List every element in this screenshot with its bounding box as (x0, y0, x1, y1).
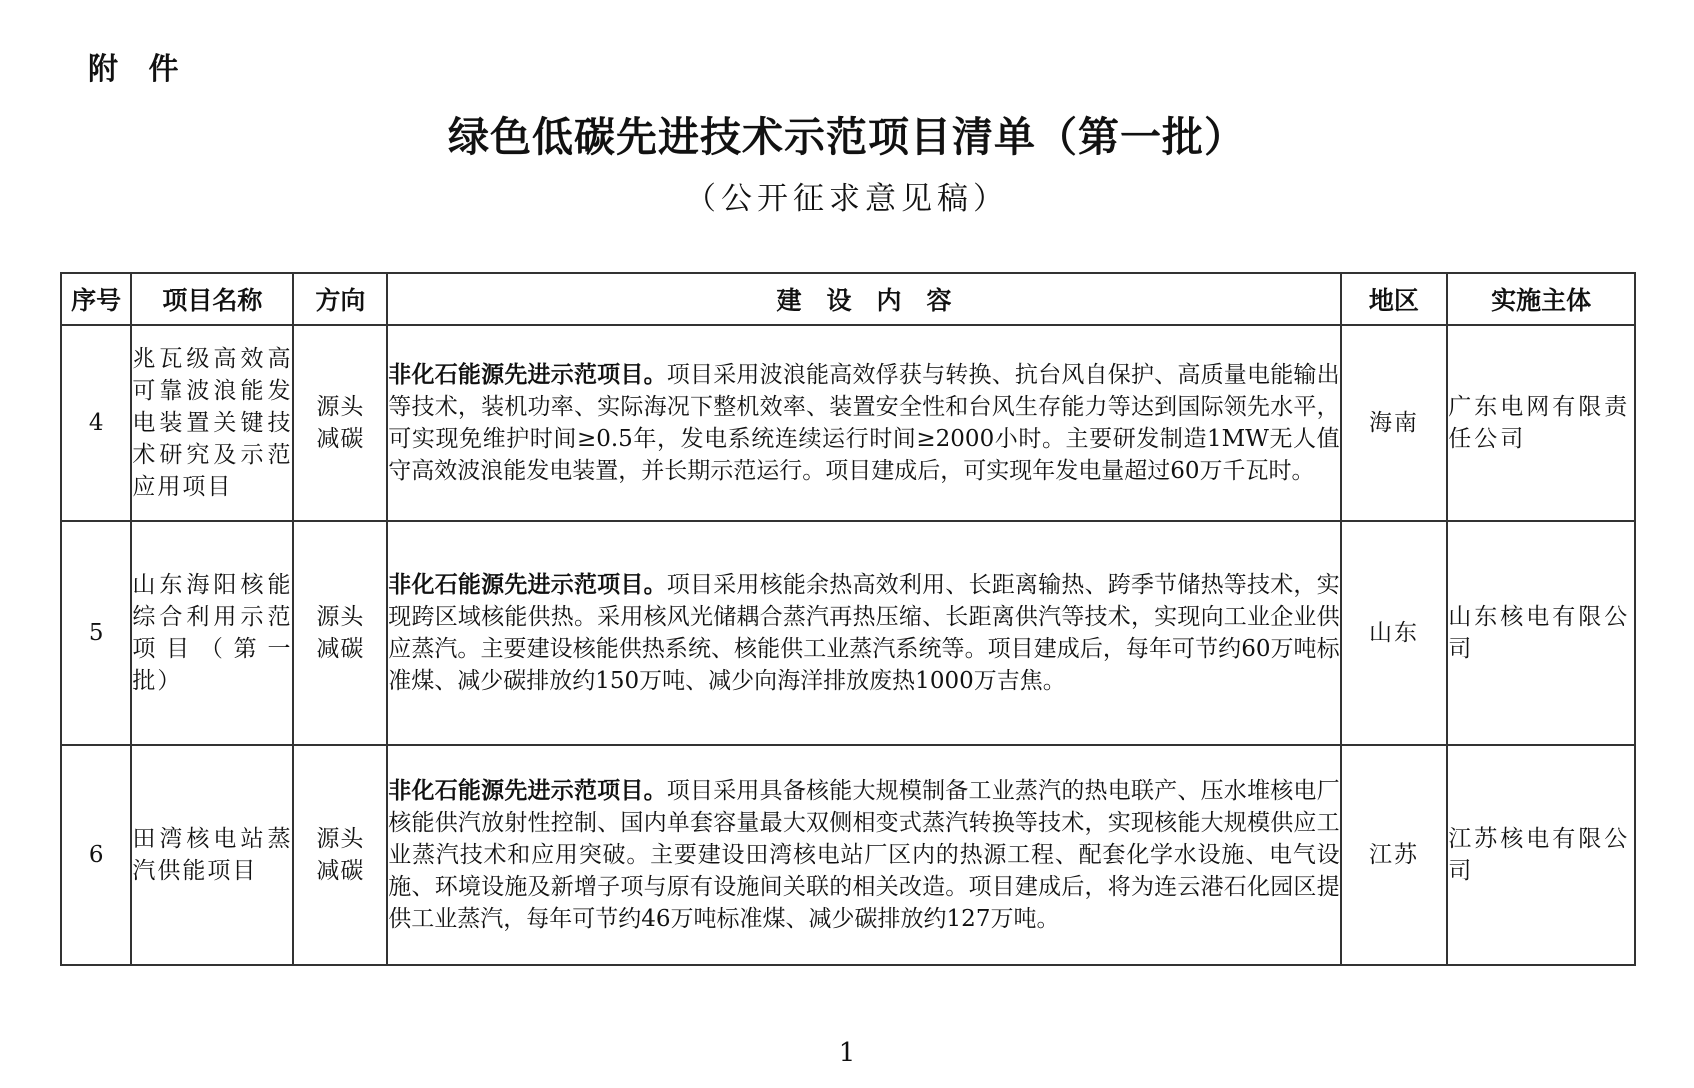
table-row (61, 325, 1635, 521)
cell-region: 山东 (1341, 521, 1448, 745)
table-row (61, 521, 1635, 745)
cell-project-name: 田湾核电站蒸汽供能项目 (131, 745, 293, 965)
project-table (60, 272, 1636, 966)
cell-content (387, 745, 1340, 965)
content-text: 项目采用具备核能大规模制备工业蒸汽的热电联产、压水堆核电厂核能供汽放射性控制、国内单套容量最大双侧相变式蒸汽转换等技术，实现核能大规模供应工业蒸汽技术和应用突破。主要建设田湾核电站厂区内的热源工程、配套化学水设施、电气设施、环境设施及新增子项与原有设施间关联的相关改造。项目建成后，将为连云港石化园区提供工业蒸汽，每年可节约46万吨标准煤、减少碳排放约127万吨。 (388, 778, 1340, 932)
direction-line-1: 源头 (316, 394, 365, 420)
header-no: 序号 (61, 273, 131, 325)
cell-content (387, 325, 1340, 521)
content-category: 非化石能源先进示范项目。 (388, 777, 667, 804)
cell-no: 6 (61, 745, 131, 965)
content-text: 项目采用波浪能高效俘获与转换、抗台风自保护、高质量电能输出等技术，装机功率、实际海况下整机效率、装置安全性和台风生存能力等达到国际领先水平，可实现免维护时间≥0.5年，发电系统连续运行时间≥2000小时。主要研发制造1MW无人值守高效波浪能发电装置，并长期示范运行。项目建成后，可实现年发电量超过60万千瓦时。 (388, 362, 1340, 484)
cell-owner: 江苏核电有限公司 (1447, 745, 1635, 965)
content-text: 项目采用核能余热高效利用、长距离输热、跨季节储热等技术，实现跨区域核能供热。采用核风光储耦合蒸汽再热压缩、长距离供汽等技术，实现向工业企业供应蒸汽。主要建设核能供热系统、核能供工业蒸汽系统等。项目建成后，每年可节约60万吨标准煤、减少碳排放约150万吨、减少向海洋排放废热1000万吉焦。 (388, 572, 1340, 694)
attachment-label: 附 件 (88, 52, 189, 87)
cell-project-name: 山东海阳核能综合利用示范项目（第一批） (131, 521, 293, 745)
table-row (61, 745, 1635, 965)
page-title: 绿色低碳先进技术示范项目清单（第一批） (448, 113, 1246, 161)
cell-region: 海南 (1341, 325, 1448, 521)
cell-owner: 广东电网有限责任公司 (1447, 325, 1635, 521)
table-header-row (61, 273, 1635, 325)
direction-line-2: 减碳 (316, 636, 365, 662)
cell-direction (293, 521, 387, 745)
header-direction: 方向 (293, 273, 387, 325)
direction-line-2: 减碳 (316, 858, 365, 884)
cell-project-name: 兆瓦级高效高可靠波浪能发电装置关键技术研究及示范应用项目 (131, 325, 293, 521)
direction-line-1: 源头 (316, 826, 365, 852)
cell-direction (293, 745, 387, 965)
cell-no: 5 (61, 521, 131, 745)
cell-direction (293, 325, 387, 521)
content-category: 非化石能源先进示范项目。 (388, 571, 667, 598)
direction-line-2: 减碳 (316, 426, 365, 452)
cell-owner: 山东核电有限公司 (1447, 521, 1635, 745)
cell-region: 江苏 (1341, 745, 1448, 965)
direction-line-1: 源头 (316, 604, 365, 630)
page-subtitle: （公开征求意见稿） (685, 181, 1009, 217)
header-content: 建 设 内 容 (387, 273, 1340, 325)
header-owner: 实施主体 (1447, 273, 1635, 325)
content-category: 非化石能源先进示范项目。 (388, 361, 667, 388)
cell-content (387, 521, 1340, 745)
header-region: 地区 (1341, 273, 1448, 325)
cell-no: 4 (61, 325, 131, 521)
header-name: 项目名称 (131, 273, 293, 325)
page-number: 1 (838, 1038, 856, 1068)
